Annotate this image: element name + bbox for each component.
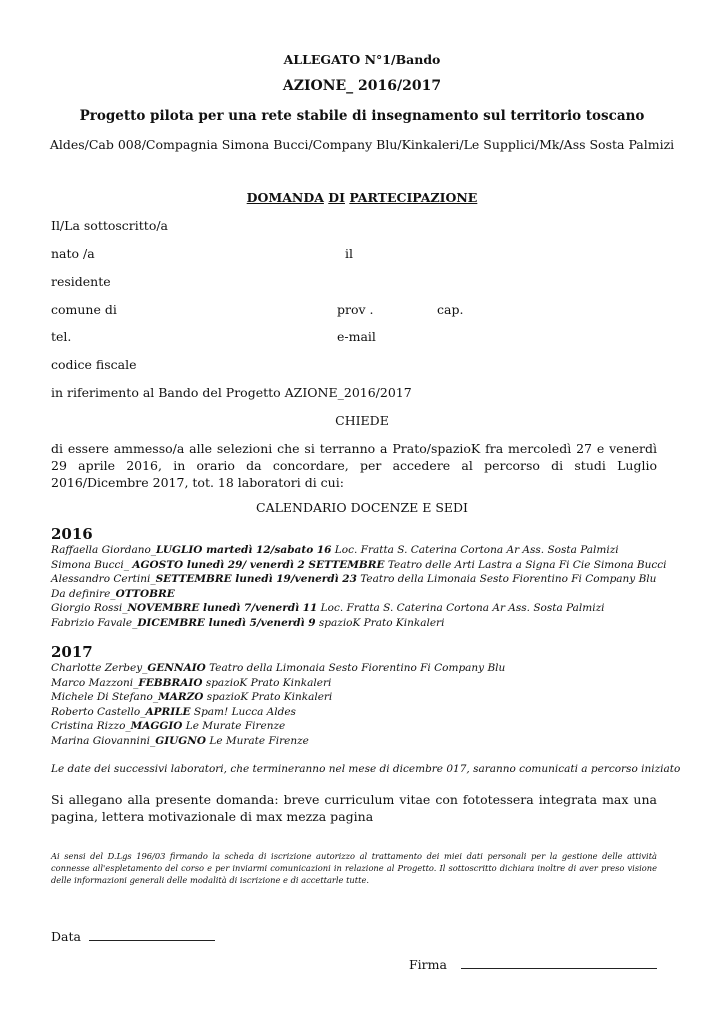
calendar-entry: Marco Mazzoni_FEBBRAIO spazioK Prato Kinkaleri	[51, 676, 332, 689]
project-title: Progetto pilota per una rete stabile di insegnamento sul territorio toscano	[79, 108, 645, 124]
allegato-heading: ALLEGATO N°1/Bando	[283, 52, 441, 67]
calendar-entry: Marina Giovannini_GIUGNO Le Murate Firenze	[51, 734, 309, 747]
calendar-entry: Michele Di Stefano_MARZO spazioK Prato Kinkaleri	[51, 691, 333, 704]
title-di: DI	[328, 190, 345, 205]
calendar-entry: Fabrizio Favale_DICEMBRE lunedì 5/venerdì 9 spazioK Prato Kinkaleri	[51, 616, 445, 629]
title-partecipazione: PARTECIPAZIONE	[349, 190, 478, 205]
calendar-entry: Simona Bucci_ AGOSTO lunedì 29/ venerdì 2 SETTEMBRE Teatro delle Arti Lastra a Signa Fi Cie Simona Bucci	[51, 558, 667, 571]
data-signature-row	[51, 928, 215, 944]
later-labs-note: Le date dei successivi laboratori, che termineranno nel mese di dicembre 017, saranno comunicati a percorso iniziato	[51, 763, 681, 775]
calendar-entry: Alessandro Certini_SETTEMBRE lunedì 19/venerdì 23 Teatro della Limonaia Sesto Fiorentino Fi Company Blu	[51, 573, 657, 586]
chiede-heading: CHIEDE	[335, 413, 389, 428]
title-domanda: DOMANDA	[246, 190, 324, 205]
azione-heading: AZIONE_ 2016/2017	[282, 78, 442, 94]
firma-label: Firma	[409, 957, 447, 972]
calendar-entry: Roberto Castello_APRILE Spam! Lucca Aldes	[51, 705, 296, 718]
year-2016-heading: 2016	[51, 525, 93, 543]
field-il-label: il	[345, 246, 353, 261]
partners-line: Aldes/Cab 008/Compagnia Simona Bucci/Company Blu/Kinkaleri/Le Supplici/Mk/Ass Sosta Palmizi	[49, 137, 675, 152]
privacy-note: Ai sensi del D.Lgs 196/03 firmando la scheda di iscrizione autorizzo al trattamento dei miei dati personali per la gestione delle attività connesse all'espletamento del corso e per inviarmi comunicazioni in relazione al Progetto. Il sottoscritto dichiara inoltre di aver preso visione delle informazioni generali delle modalità di iscrizione e di accettarle tutte.	[51, 851, 657, 885]
calendar-entry: Giorgio Rossi_NOVEMBRE lunedì 7/venerdì 11 Loc. Fratta S. Caterina Cortona Ar Ass. Sosta Palmizi	[51, 602, 605, 615]
calendar-2016-list	[51, 543, 667, 631]
attachments-paragraph: Si allegano alla presente domanda: breve curriculum vitae con fototessera integrata max una pagina, lettera motivazionale di max mezza pagina	[51, 792, 657, 824]
calendar-entry: Cristina Rizzo_MAGGIO Le Murate Firenze	[51, 720, 286, 733]
field-tel-label: tel.	[51, 329, 72, 344]
data-label: Data	[51, 929, 81, 944]
field-comune-label: comune di	[51, 302, 117, 317]
firma-signature-row	[409, 956, 657, 972]
firma-input-line[interactable]	[461, 956, 657, 969]
calendar-entry: Raffaella Giordano_LUGLIO martedì 12/sabato 16 Loc. Fratta S. Caterina Cortona Ar Ass. Sosta Palmizi	[51, 544, 619, 556]
field-prov-label: prov .	[337, 302, 374, 317]
field-residente-label: residente	[51, 274, 111, 289]
data-input-line[interactable]	[89, 928, 215, 941]
bando-reference: in riferimento al Bando del Progetto AZIONE_2016/2017	[51, 385, 412, 400]
field-email-label: e-mail	[337, 329, 376, 344]
field-cap-label: cap.	[437, 302, 464, 317]
calendar-entry: Charlotte Zerbey_GENNAIO Teatro della Limonaia Sesto Fiorentino Fi Company Blu	[51, 662, 506, 674]
field-codice-fiscale-label: codice fiscale	[51, 357, 137, 372]
field-nato-label: nato /a	[51, 246, 95, 261]
form-title	[0, 190, 724, 205]
field-sottoscritto-label: Il/La sottoscritto/a	[51, 218, 169, 233]
calendar-2017-list	[51, 661, 505, 749]
request-paragraph: di essere ammesso/a alle selezioni che si terranno a Prato/spazioK fra mercoledì 27 e venerdì 29 aprile 2016, in orario da concordare, per accedere al percorso di studi Luglio 2016/Dicembre 2017, tot. 18 laboratori di cui:	[51, 441, 657, 490]
calendar-entry: Da definire_OTTOBRE	[51, 587, 175, 600]
calendar-title: CALENDARIO DOCENZE E SEDI	[256, 500, 468, 515]
year-2017-heading: 2017	[51, 643, 93, 661]
